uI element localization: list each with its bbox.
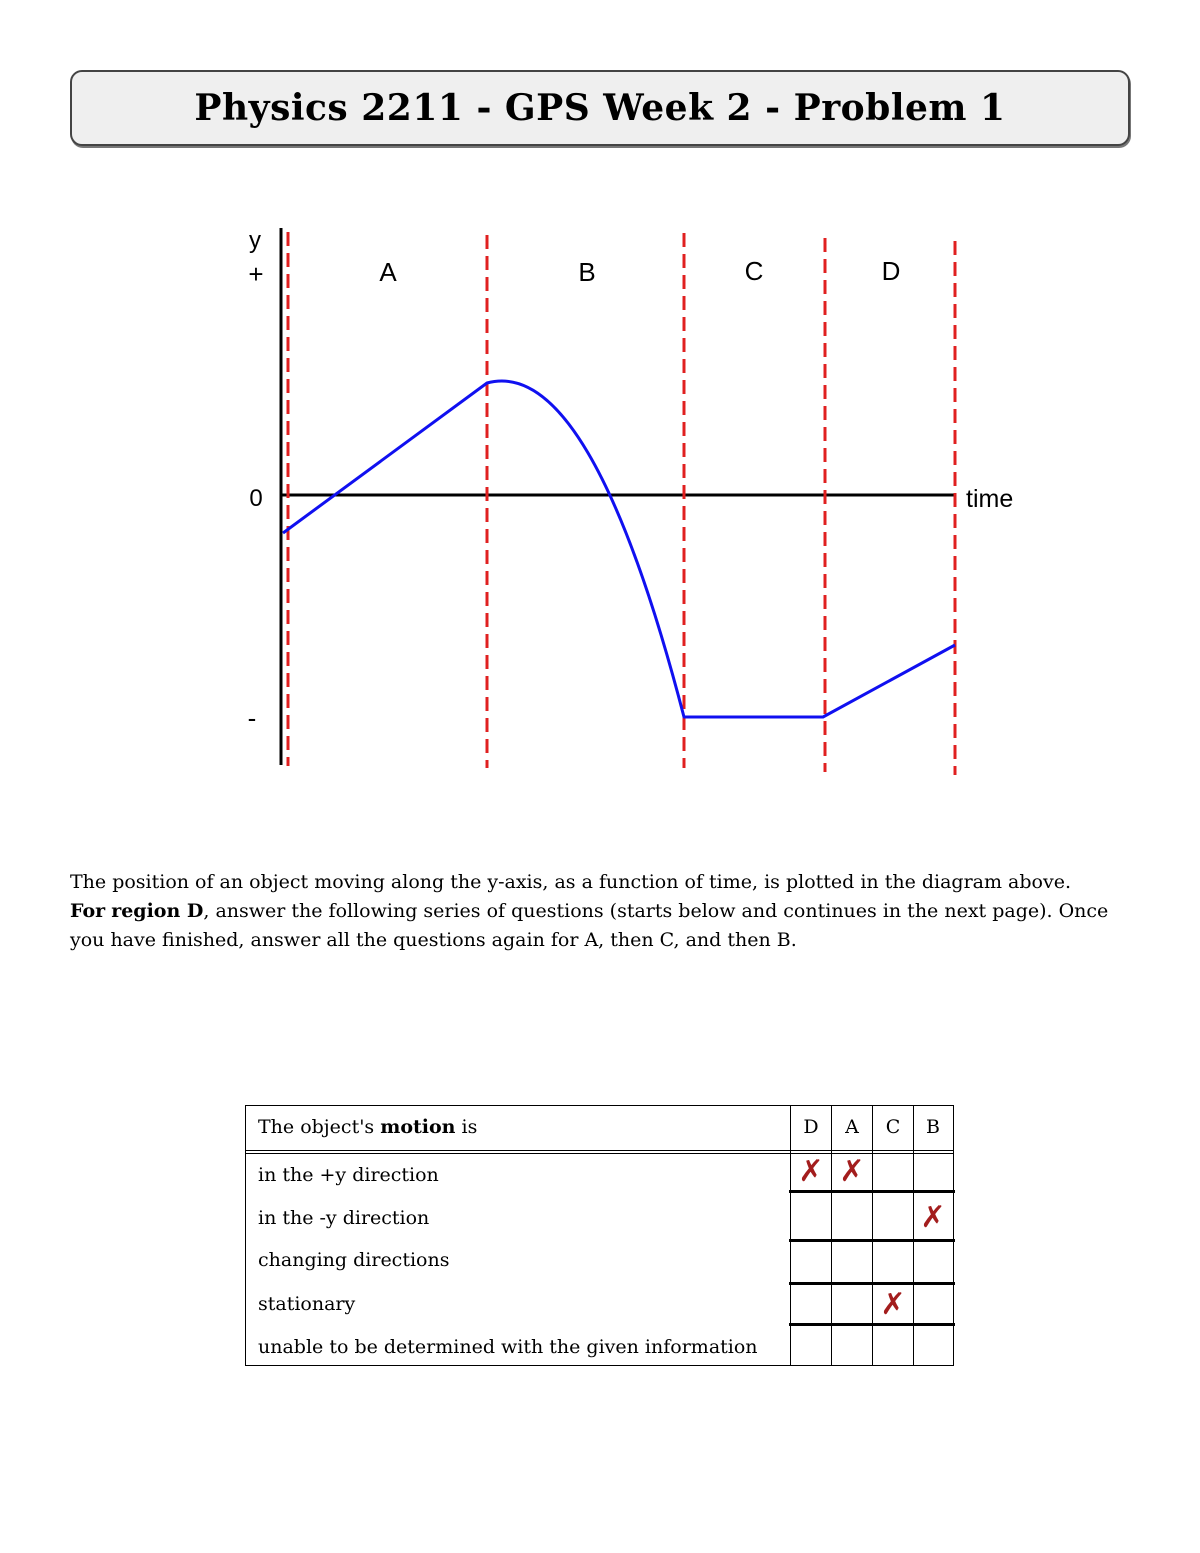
row-separator-3 <box>789 1282 955 1285</box>
mark-plus-y-d[interactable]: ✗ <box>798 1154 824 1189</box>
row-separator-2 <box>789 1239 955 1242</box>
region-boundaries <box>288 232 955 775</box>
statement-line-1: The position of an object moving along the y-axis, as a function of time, is plotted in the diagram above. <box>70 871 1071 893</box>
time-axis-label: time <box>966 485 1014 513</box>
problem-statement <box>70 868 1132 955</box>
region-label-d: D <box>881 256 901 286</box>
column-divider-2 <box>831 1106 832 1365</box>
position-curve <box>283 381 955 717</box>
statement-bold-region: region D <box>111 900 204 922</box>
y-zero-label: 0 <box>249 485 263 512</box>
row-label-stationary: stationary <box>258 1293 356 1315</box>
statement-line-2: , answer the following series of questions (starts below and continues in the next page). Once <box>203 900 1109 922</box>
mark-plus-y-a[interactable]: ✗ <box>839 1154 865 1189</box>
answer-table <box>245 1105 954 1366</box>
region-label-c: C <box>744 256 764 286</box>
row-label-plus-y: in the +y direction <box>258 1164 439 1186</box>
column-divider-3 <box>872 1106 873 1365</box>
y-axis-label: y <box>249 227 261 254</box>
table-header-label <box>258 1116 477 1138</box>
row-label-minus-y: in the -y direction <box>258 1207 430 1229</box>
column-divider-1 <box>790 1106 791 1365</box>
region-label-b: B <box>578 257 596 287</box>
row-separator-4 <box>789 1323 955 1326</box>
region-label-a: A <box>379 257 397 287</box>
column-head-d: D <box>803 1116 819 1138</box>
column-head-a: A <box>845 1116 859 1138</box>
statement-line-3: you have finished, answer all the questions again for A, then C, and then B. <box>70 929 797 951</box>
y-minus-label: - <box>247 703 257 733</box>
column-head-b: B <box>926 1116 940 1138</box>
mark-stationary-c[interactable]: ✗ <box>880 1287 906 1322</box>
row-label-changing: changing directions <box>258 1249 450 1271</box>
statement-bold-for: For <box>70 900 106 922</box>
mark-minus-y-b[interactable]: ✗ <box>920 1200 946 1235</box>
header-prefix: The object's <box>258 1116 375 1138</box>
y-plus-label: + <box>248 259 264 289</box>
column-head-c: C <box>885 1116 901 1138</box>
row-label-undetermined: unable to be determined with the given information <box>258 1336 758 1358</box>
header-bold: motion <box>380 1116 456 1138</box>
header-suffix: is <box>461 1116 478 1138</box>
column-divider-4 <box>913 1106 914 1365</box>
row-separator-1 <box>789 1190 955 1193</box>
page-title: Physics 2211 - GPS Week 2 - Problem 1 <box>194 87 1006 129</box>
